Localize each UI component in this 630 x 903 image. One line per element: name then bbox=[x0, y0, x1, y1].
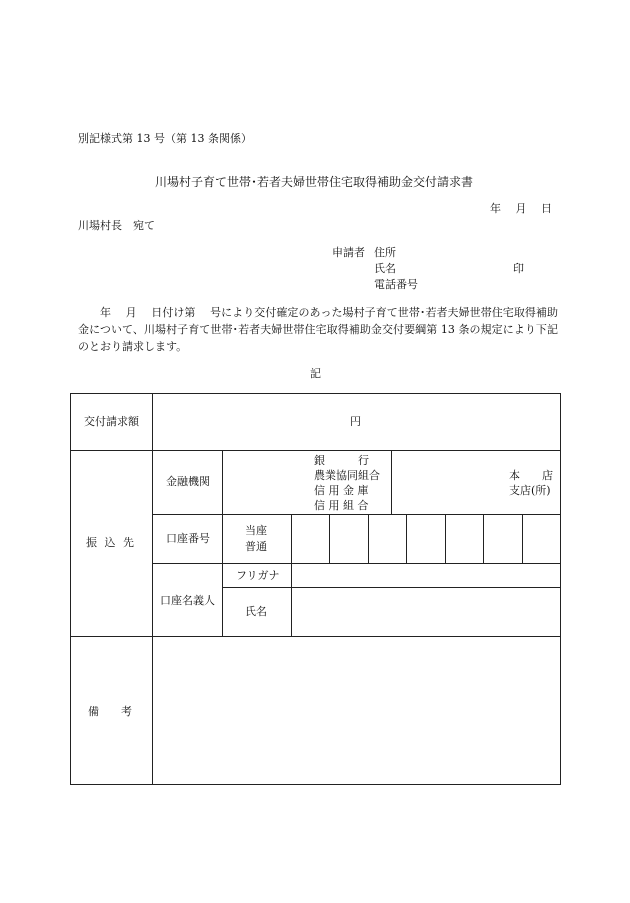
table-row-divider bbox=[152, 514, 561, 515]
branch-type-branch: 支店(所) bbox=[509, 484, 551, 497]
address-label: 住所 bbox=[374, 246, 396, 259]
digit-box-divider bbox=[406, 514, 407, 564]
remarks-label: 備 考 bbox=[88, 705, 132, 718]
applicant-name-label: 氏名 bbox=[374, 262, 396, 275]
digit-box-divider bbox=[445, 514, 446, 564]
furigana-label: フリガナ bbox=[236, 569, 280, 582]
branch-type-head: 本 店 bbox=[509, 469, 553, 482]
table-col-divider bbox=[391, 450, 392, 515]
table-row-divider bbox=[70, 450, 561, 451]
date-line: 年 月 日 bbox=[490, 202, 552, 215]
digit-box-divider bbox=[329, 514, 330, 564]
table-row-divider bbox=[222, 587, 561, 588]
table-border-bottom bbox=[70, 784, 561, 785]
digit-box-divider bbox=[368, 514, 369, 564]
digit-box-divider bbox=[483, 514, 484, 564]
addressee: 川場村長 宛て bbox=[78, 219, 155, 232]
holder-label: 口座名義人 bbox=[160, 594, 215, 607]
bank-type-shinkumi: 信 用 組 合 bbox=[314, 499, 369, 512]
ki-mark: 記 bbox=[310, 367, 321, 380]
seal-mark: 印 bbox=[513, 262, 524, 275]
account-type-ordinary: 普通 bbox=[245, 540, 267, 553]
table-col-divider bbox=[152, 393, 153, 785]
table-border-top bbox=[70, 393, 561, 394]
bank-type-ja: 農業協同組合 bbox=[314, 469, 380, 482]
account-type-current: 当座 bbox=[245, 524, 267, 537]
table-row-divider bbox=[70, 636, 561, 637]
phone-label: 電話番号 bbox=[374, 278, 418, 291]
table-border-left bbox=[70, 393, 71, 785]
document-title: 川場村子育て世帯･若者夫婦世帯住宅取得補助金交付請求書 bbox=[155, 175, 474, 189]
table-border-right bbox=[560, 393, 561, 785]
holder-name-label: 氏名 bbox=[245, 605, 267, 618]
applicant-label: 申請者 bbox=[332, 246, 365, 259]
table-col-divider bbox=[222, 450, 223, 637]
request-paragraph: 年 月 日付け第 号により交付確定のあった場村子育て世帯･若者夫婦世帯住宅取得補助金について、川場村子育て世帯･若者夫婦世帯住宅取得補助金交付要綱第 13 条の規定により下記のとおり請求します。 bbox=[78, 306, 558, 353]
bank-label: 金融機関 bbox=[166, 475, 210, 488]
table-col-divider bbox=[291, 514, 292, 637]
account-number-label: 口座番号 bbox=[166, 532, 210, 545]
digit-box-divider bbox=[522, 514, 523, 564]
bank-type-shinkin: 信 用 金 庫 bbox=[314, 484, 369, 497]
amount-label: 交付請求額 bbox=[84, 415, 139, 428]
transfer-label: 振 込 先 bbox=[86, 536, 136, 549]
amount-unit: 円 bbox=[350, 415, 361, 428]
table-row-divider bbox=[152, 563, 561, 564]
bank-type-bank: 銀 行 bbox=[314, 454, 369, 467]
form-number: 別記様式第 13 号（第 13 条関係） bbox=[78, 132, 252, 145]
